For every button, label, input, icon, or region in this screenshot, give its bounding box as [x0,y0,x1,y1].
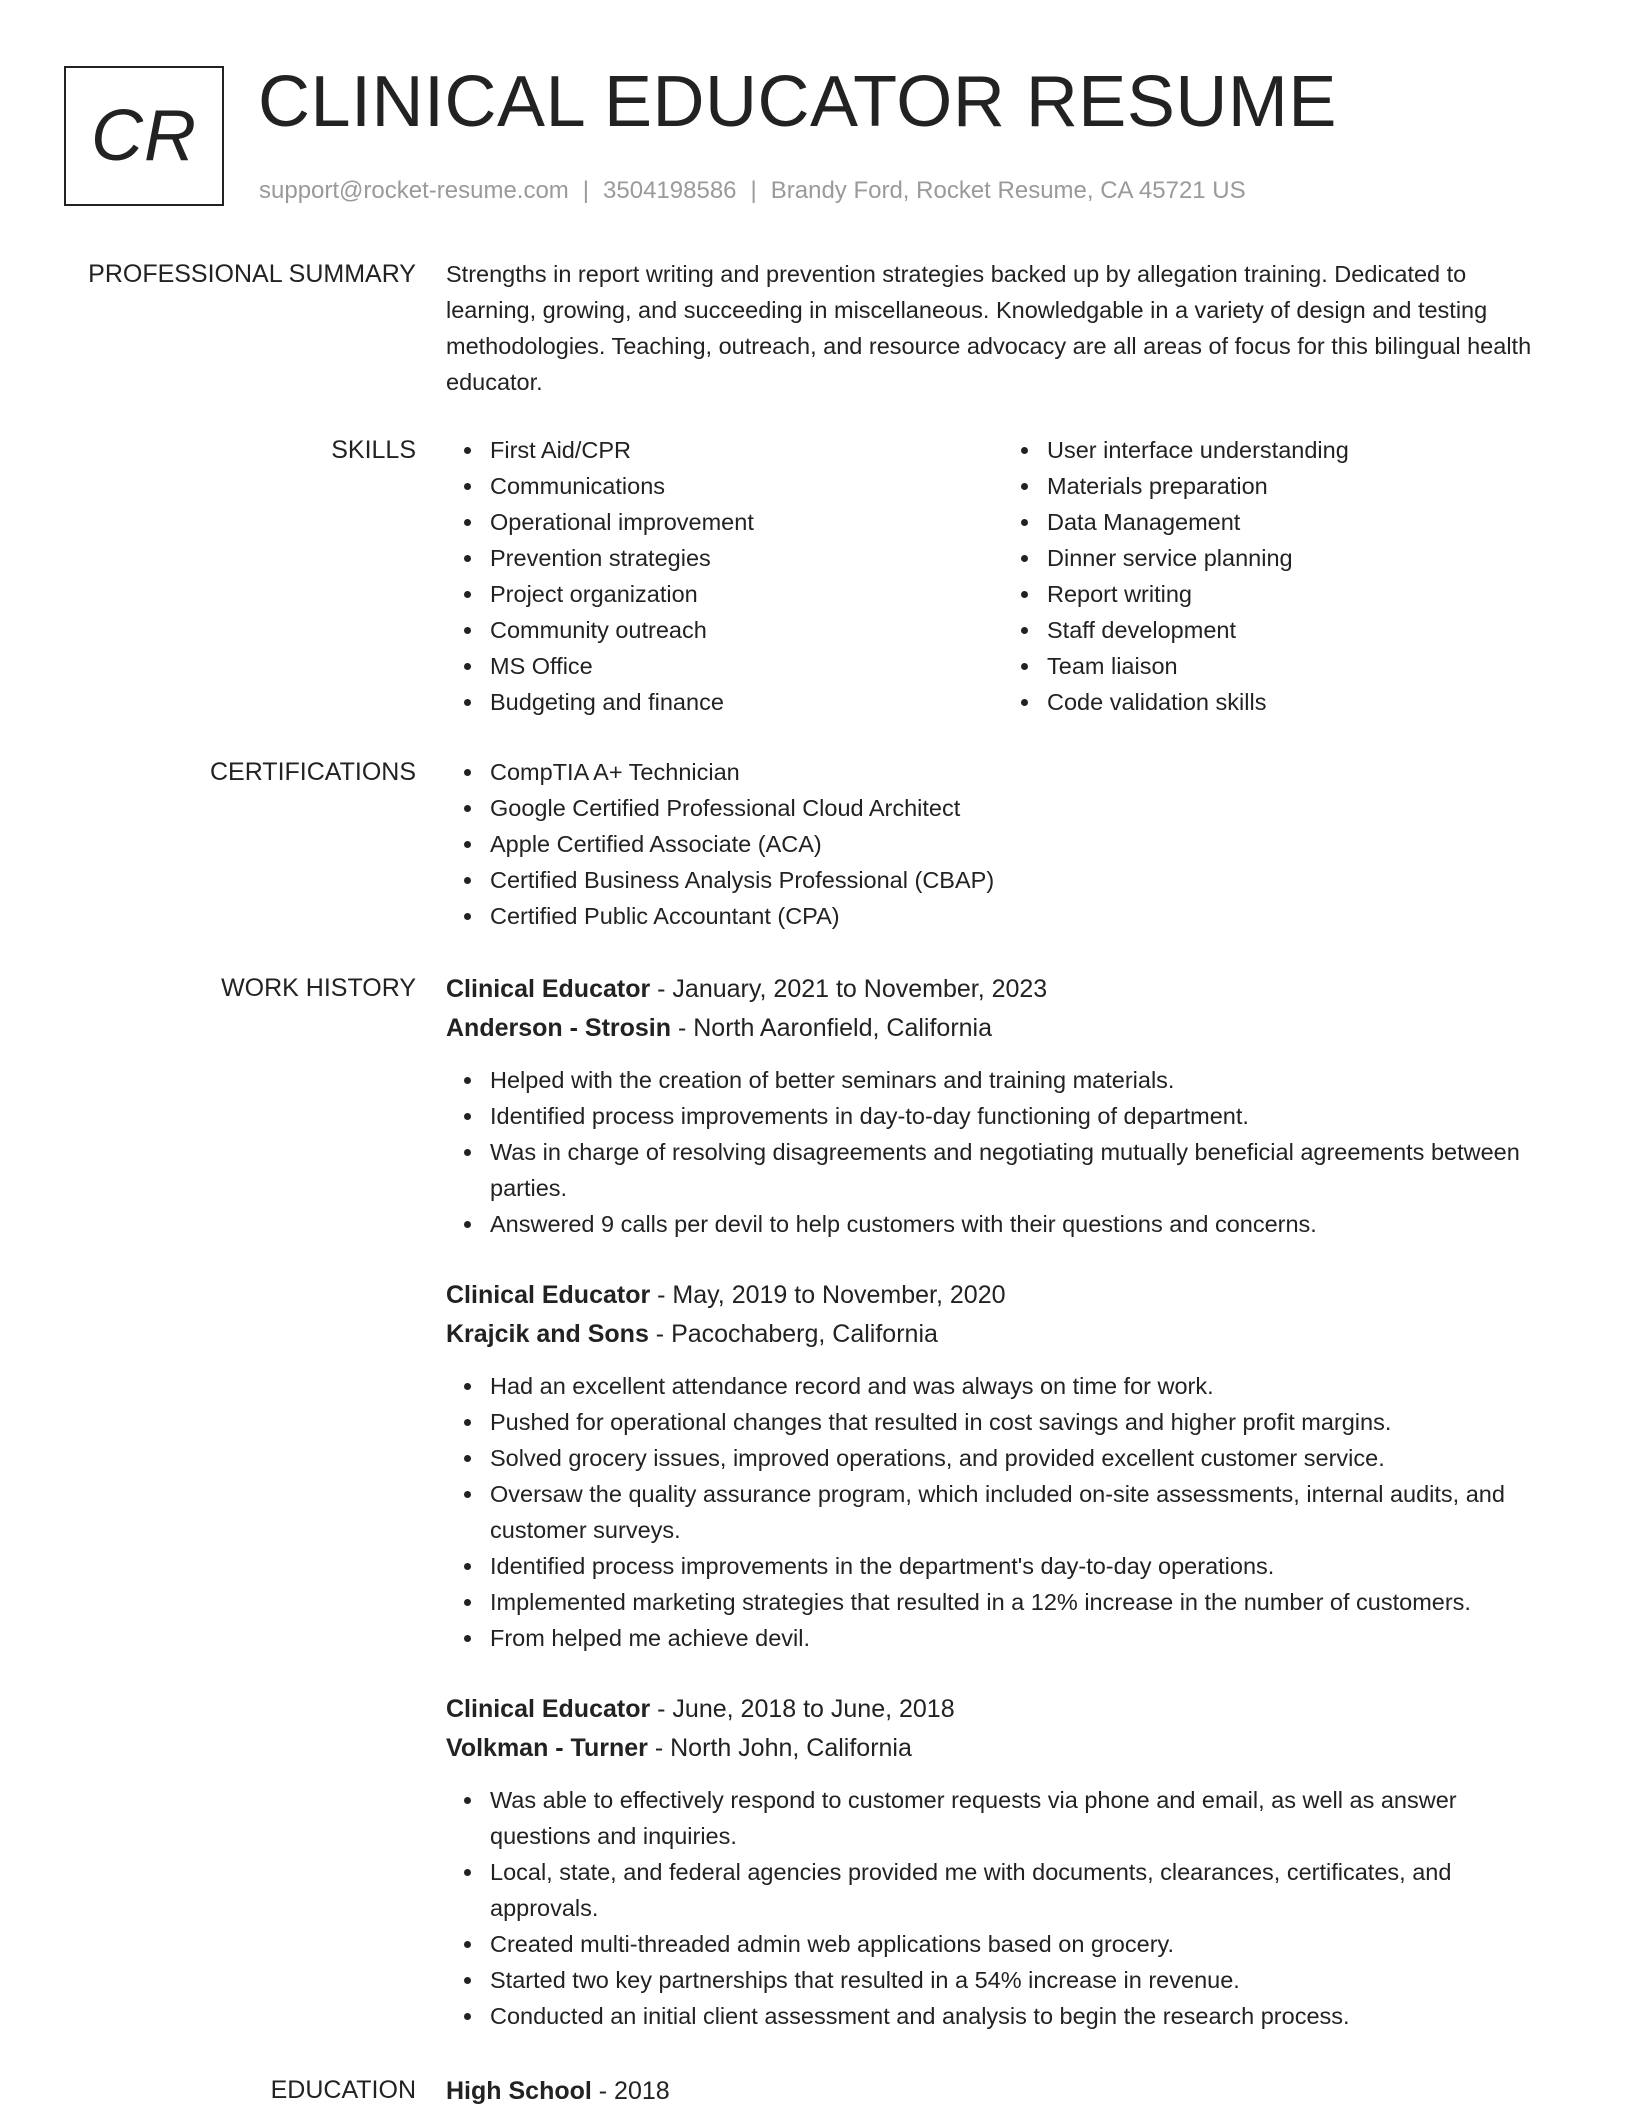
skill-item: Operational improvement [490,504,1003,540]
skill-item: Community outreach [490,612,1003,648]
skill-item: Communications [490,468,1003,504]
job-location: - Pacochaberg, California [648,1320,938,1348]
job-bullet: Pushed for operational changes that resulted in cost savings and higher profit margins. [490,1404,1560,1440]
job-bullet: Started two key partnerships that resulted in a 54% increase in revenue. [490,1962,1560,1998]
job-bullet: Local, state, and federal agencies provided me with documents, clearances, certificates, and approvals. [490,1854,1560,1926]
job-company-line [446,1315,1560,1354]
job-bullet: Helped with the creation of better seminars and training materials. [490,1062,1560,1098]
contact-address: Brandy Ford, Rocket Resume, CA 45721 US [770,177,1246,204]
job-bullets [446,1368,1560,1656]
job-bullet: Created multi-threaded admin web applications based on grocery. [490,1926,1560,1962]
skill-item: Report writing [1047,576,1560,612]
contact-separator: | [750,177,757,204]
skills-heading: SKILLS [331,436,416,464]
job-title: Clinical Educator [446,975,651,1003]
contact-email: support@rocket-resume.com [259,177,569,204]
certification-item: Certified Public Accountant (CPA) [490,898,1560,934]
job-dates: - May, 2019 to November, 2020 [650,1281,1006,1309]
skill-item: Data Management [1047,504,1560,540]
education-heading: EDUCATION [270,2076,416,2104]
job-company: Anderson - Strosin [446,1014,672,1042]
skill-item: First Aid/CPR [490,432,1003,468]
skill-item: Staff development [1047,612,1560,648]
skills-list-right [1003,432,1560,720]
education-line [446,2072,1560,2111]
certification-item: Certified Business Analysis Professional (CBAP) [490,862,1560,898]
monogram-badge: CR [64,66,224,206]
job-company-line [446,1729,1560,1768]
skill-item: MS Office [490,648,1003,684]
job-bullet: Oversaw the quality assurance program, which included on-site assessments, internal audits, and customer surveys. [490,1476,1560,1548]
job-bullet: Was in charge of resolving disagreements and negotiating mutually beneficial agreements between parties. [490,1134,1560,1206]
skill-item: Budgeting and finance [490,684,1003,720]
job-bullet: From helped me achieve devil. [490,1620,1560,1656]
skill-item: Team liaison [1047,648,1560,684]
job-bullet: Solved grocery issues, improved operations, and provided excellent customer service. [490,1440,1560,1476]
certification-item: CompTIA A+ Technician [490,754,1560,790]
contact-phone: 3504198586 [603,177,737,204]
job-location: - North John, California [647,1734,912,1762]
job-bullet: Identified process improvements in the department's day-to-day operations. [490,1548,1560,1584]
skill-item: Materials preparation [1047,468,1560,504]
summary-heading: PROFESSIONAL SUMMARY [88,260,416,288]
job-entry [446,1690,1560,2034]
job-entry [446,1276,1560,1656]
job-title: Clinical Educator [446,1281,651,1309]
contact-separator: | [582,177,590,204]
job-bullet: Was able to effectively respond to customer requests via phone and email, as well as answer questions and inquiries. [490,1782,1560,1854]
education-year: - 2018 [591,2077,670,2105]
certification-item: Apple Certified Associate (ACA) [490,826,1560,862]
job-entry [446,970,1560,1242]
job-company-line [446,1009,1560,1048]
skill-item: User interface understanding [1047,432,1560,468]
work-history-heading: WORK HISTORY [221,974,416,1002]
job-location: - North Aaronfield, California [671,1014,992,1042]
job-bullets [446,1062,1560,1242]
job-bullet: Identified process improvements in day-to-day functioning of department. [490,1098,1560,1134]
job-title: Clinical Educator [446,1695,651,1723]
education-degree: High School [446,2077,592,2105]
certification-item: Google Certified Professional Cloud Architect [490,790,1560,826]
skill-item: Prevention strategies [490,540,1003,576]
job-company: Krajcik and Sons [446,1320,649,1348]
job-bullet: Had an excellent attendance record and was always on time for work. [490,1368,1560,1404]
job-title-line [446,970,1560,1009]
job-dates: - January, 2021 to November, 2023 [650,975,1048,1003]
skills-list-left [446,432,1003,720]
skill-item: Code validation skills [1047,684,1560,720]
job-bullet: Implemented marketing strategies that resulted in a 12% increase in the number of customers. [490,1584,1560,1620]
skill-item: Dinner service planning [1047,540,1560,576]
job-bullets [446,1782,1560,2034]
skill-item: Project organization [490,576,1003,612]
summary-text: Strengths in report writing and prevention strategies backed up by allegation training. Dedicated to learning, growing, and succeeding in miscellaneous. Knowledgable in a variety of design and testing methodologies. Teaching, outreach, and resource advocacy are all areas of focus for this bilingual health educator. [446,261,1532,395]
contact-line [259,176,1246,206]
resume-title: CLINICAL EDUCATOR RESUME [258,62,1337,142]
job-title-line [446,1276,1560,1315]
certifications-heading: CERTIFICATIONS [209,758,416,786]
job-title-line [446,1690,1560,1729]
job-bullet: Answered 9 calls per devil to help customers with their questions and concerns. [490,1206,1560,1242]
job-dates: - June, 2018 to June, 2018 [650,1695,955,1723]
job-bullet: Conducted an initial client assessment and analysis to begin the research process. [490,1998,1560,2034]
certifications-list [446,754,1560,934]
job-company: Volkman - Turner [446,1734,648,1762]
